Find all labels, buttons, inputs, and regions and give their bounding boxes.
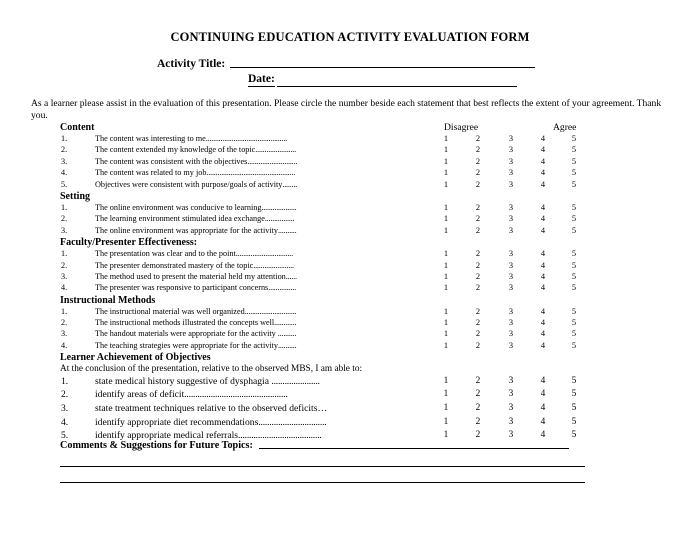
- question-text: identify appropriate diet recommendations: [95, 416, 259, 428]
- rating-option-4[interactable]: 4: [540, 145, 546, 155]
- question-text: The teaching strategies were appropriate for the activity: [95, 340, 278, 350]
- rating-option-1[interactable]: 1: [443, 168, 449, 178]
- question-row: [0, 403, 700, 417]
- scale-high-label: Agree: [553, 122, 577, 133]
- rating-option-2[interactable]: 2: [475, 430, 481, 441]
- rating-option-1[interactable]: 1: [443, 318, 449, 328]
- rating-option-5[interactable]: 5: [571, 340, 577, 350]
- question-text: The method used to present the material held my attention: [95, 271, 286, 281]
- question-number: 2.: [61, 389, 69, 401]
- rating-option-2[interactable]: 2: [475, 179, 481, 189]
- leader-dots: ............................................: [205, 134, 287, 143]
- question-row: [0, 389, 700, 403]
- rating-option-1[interactable]: 1: [443, 145, 449, 155]
- question-number: 4.: [61, 283, 68, 293]
- rating-option-3[interactable]: 3: [508, 271, 514, 281]
- rating-option-5[interactable]: 5: [571, 260, 577, 270]
- rating-option-2[interactable]: 2: [475, 202, 481, 212]
- question-number: 5.: [61, 179, 68, 189]
- rating-option-1[interactable]: 1: [443, 430, 449, 441]
- question-text-wrap: [95, 403, 327, 414]
- question-row: [0, 226, 700, 237]
- scale-header: [0, 122, 700, 134]
- question-number: 4.: [61, 168, 68, 178]
- rating-option-5[interactable]: 5: [571, 225, 577, 235]
- question-number: 4.: [61, 340, 68, 350]
- question-text: The instructional material was well organized: [95, 306, 245, 316]
- rating-option-1[interactable]: 1: [443, 375, 449, 386]
- rating-option-1[interactable]: 1: [443, 416, 449, 427]
- question-text-wrap: [95, 261, 294, 270]
- question-number: 2.: [61, 214, 68, 224]
- rating-option-3[interactable]: 3: [508, 430, 514, 441]
- rating-option-5[interactable]: 5: [571, 145, 577, 155]
- question-text: The content was interesting to me: [95, 134, 206, 143]
- question-text-wrap: [95, 307, 296, 316]
- question-number: 3.: [61, 402, 69, 414]
- question-text-wrap: [95, 226, 297, 235]
- rating-option-5[interactable]: 5: [571, 249, 577, 259]
- rating-option-2[interactable]: 2: [475, 318, 481, 328]
- rating-option-3[interactable]: 3: [508, 202, 514, 212]
- leader-dots: ......................: [271, 375, 320, 387]
- section-note-4: At the conclusion of the presentation, relative to the observed MBS, I am able to:: [60, 364, 363, 375]
- question-text-wrap: [95, 272, 297, 281]
- question-text: The online environment was conducive to learning: [95, 202, 262, 212]
- question-text: The presenter was responsive to participant concerns: [95, 283, 269, 293]
- rating-option-3[interactable]: 3: [508, 260, 514, 270]
- comments-line-3[interactable]: [60, 482, 585, 483]
- question-text: identify areas of deficit: [95, 389, 185, 401]
- rating-option-3[interactable]: 3: [508, 375, 514, 386]
- question-row: [0, 329, 700, 340]
- rating-option-4[interactable]: 4: [540, 225, 546, 235]
- question-text-wrap: [95, 417, 326, 428]
- rating-option-3[interactable]: 3: [508, 249, 514, 259]
- rating-option-5[interactable]: 5: [571, 283, 577, 293]
- question-row: [0, 145, 700, 156]
- leader-dots: ............: [274, 318, 297, 328]
- rating-option-4[interactable]: 4: [540, 214, 546, 224]
- rating-option-4[interactable]: 4: [540, 306, 546, 316]
- activity-title-field-row: [157, 58, 535, 70]
- question-text-wrap: [95, 341, 296, 350]
- rating-option-3[interactable]: 3: [508, 156, 514, 166]
- comments-line-1[interactable]: [259, 448, 569, 449]
- question-number: 2.: [61, 260, 68, 270]
- question-row: [0, 318, 700, 329]
- rating-option-4[interactable]: 4: [540, 340, 546, 350]
- rating-option-1[interactable]: 1: [443, 306, 449, 316]
- rating-option-4[interactable]: 4: [540, 260, 546, 270]
- rating-option-2[interactable]: 2: [475, 375, 481, 386]
- question-text-wrap: [95, 376, 320, 387]
- rating-option-1[interactable]: 1: [443, 225, 449, 235]
- question-number: 3.: [61, 329, 68, 339]
- question-number: 1.: [61, 134, 68, 143]
- question-text-wrap: [95, 249, 293, 258]
- question-text: The handout materials were appropriate for the activity: [95, 329, 278, 339]
- question-number: 2.: [61, 318, 68, 328]
- rating-option-1[interactable]: 1: [443, 260, 449, 270]
- rating-option-4[interactable]: 4: [540, 271, 546, 281]
- rating-option-2[interactable]: 2: [475, 283, 481, 293]
- leader-dots: ...................: [261, 202, 297, 212]
- question-number: 1.: [61, 375, 69, 387]
- question-number: 3.: [61, 271, 68, 281]
- question-text-wrap: [95, 214, 294, 223]
- rating-option-1[interactable]: 1: [443, 329, 449, 339]
- question-number: 4.: [61, 416, 69, 428]
- question-text: The presentation was clear and to the point: [95, 249, 236, 259]
- leader-dots: ................................................: [206, 168, 296, 178]
- rating-option-3[interactable]: 3: [508, 416, 514, 427]
- rating-option-5[interactable]: 5: [571, 271, 577, 281]
- section-heading-1: Setting: [60, 190, 90, 202]
- rating-option-1[interactable]: 1: [443, 134, 449, 143]
- survey-sections: [0, 122, 700, 444]
- question-number: 1.: [61, 202, 68, 212]
- question-row: [0, 283, 700, 294]
- question-number: 3.: [61, 225, 68, 235]
- rating-option-5[interactable]: 5: [571, 318, 577, 328]
- rating-option-3[interactable]: 3: [508, 179, 514, 189]
- rating-option-2[interactable]: 2: [475, 271, 481, 281]
- rating-option-2[interactable]: 2: [475, 225, 481, 235]
- rating-option-4[interactable]: 4: [540, 416, 546, 427]
- rating-option-1[interactable]: 1: [443, 202, 449, 212]
- rating-option-5[interactable]: 5: [571, 134, 577, 143]
- rating-option-4[interactable]: 4: [540, 389, 546, 400]
- rating-option-3[interactable]: 3: [508, 214, 514, 224]
- rating-option-1[interactable]: 1: [443, 179, 449, 189]
- rating-option-1[interactable]: 1: [443, 156, 449, 166]
- question-text-wrap: [95, 180, 297, 189]
- question-text-wrap: [95, 389, 288, 400]
- question-row: [0, 376, 700, 390]
- instructions-paragraph: As a learner please assist in the evaluation of this presentation. Please circle the number beside each statement that best reflects the extent of your agreement. Thank you.: [31, 98, 662, 121]
- question-row: [0, 341, 700, 352]
- leader-dots: ..........: [278, 225, 297, 235]
- rating-option-4[interactable]: 4: [540, 329, 546, 339]
- date-field-row: [248, 73, 517, 87]
- section-heading-0: Content: [60, 122, 95, 133]
- leader-dots: ...........................: [247, 156, 298, 166]
- rating-option-1[interactable]: 1: [443, 389, 449, 400]
- question-text-wrap: [95, 329, 296, 338]
- rating-option-2[interactable]: 2: [475, 214, 481, 224]
- question-number: 3.: [61, 156, 68, 166]
- leader-dots: ......................: [253, 260, 294, 270]
- rating-option-5[interactable]: 5: [571, 389, 577, 400]
- question-row: [0, 261, 700, 272]
- question-text: The online environment was appropriate for the activity: [95, 225, 279, 235]
- section-heading-2: Faculty/Presenter Effectiveness:: [60, 237, 198, 249]
- page-title: CONTINUING EDUCATION ACTIVITY EVALUATION FORM: [170, 30, 530, 44]
- leader-dots: ......: [285, 271, 297, 281]
- rating-option-1[interactable]: 1: [443, 283, 449, 293]
- rating-option-5[interactable]: 5: [571, 156, 577, 166]
- comments-label: Comments & Suggestions for Future Topics:: [60, 440, 253, 451]
- rating-option-5[interactable]: 5: [571, 214, 577, 224]
- rating-option-2[interactable]: 2: [475, 134, 481, 143]
- rating-option-5[interactable]: 5: [571, 329, 577, 339]
- section-heading-3: Instructional Methods: [60, 294, 156, 306]
- rating-option-2[interactable]: 2: [475, 416, 481, 427]
- rating-option-3[interactable]: 3: [508, 389, 514, 400]
- rating-option-1[interactable]: 1: [443, 340, 449, 350]
- rating-option-3[interactable]: 3: [508, 225, 514, 235]
- rating-option-3[interactable]: 3: [508, 318, 514, 328]
- question-text: The instructional methods illustrated the concepts well: [95, 318, 275, 328]
- question-text-wrap: [95, 203, 297, 212]
- question-text-wrap: [95, 283, 296, 292]
- date-input-rule[interactable]: [277, 86, 517, 87]
- comments-header-row: [60, 437, 700, 451]
- question-row: [0, 249, 700, 260]
- question-row: [0, 134, 700, 145]
- question-row: [0, 203, 700, 214]
- leader-dots: ........: [282, 179, 298, 189]
- question-text: The presenter demonstrated mastery of the topic: [95, 260, 254, 270]
- rating-option-2[interactable]: 2: [475, 389, 481, 400]
- rating-option-2[interactable]: 2: [475, 156, 481, 166]
- leader-dots: ..........: [277, 329, 297, 339]
- rating-option-1[interactable]: 1: [443, 271, 449, 281]
- question-number: 1.: [61, 249, 68, 259]
- scale-low-label: Disagree: [444, 122, 479, 133]
- section-heading-4: Learner Achievement of Objectives: [60, 352, 211, 364]
- rating-option-5[interactable]: 5: [571, 375, 577, 386]
- rating-option-3[interactable]: 3: [508, 340, 514, 350]
- rating-option-3[interactable]: 3: [508, 306, 514, 316]
- rating-option-3[interactable]: 3: [508, 329, 514, 339]
- question-row: [0, 168, 700, 179]
- leader-dots: ...............................: [258, 416, 327, 428]
- rating-option-4[interactable]: 4: [540, 168, 546, 178]
- question-number: 1.: [61, 306, 68, 316]
- question-text-wrap: [95, 318, 296, 327]
- question-row: [0, 214, 700, 225]
- question-text-wrap: [95, 168, 295, 177]
- leader-dots: ............................: [244, 306, 297, 316]
- activity-title-label: Activity Title:: [157, 58, 226, 70]
- rating-option-5[interactable]: 5: [571, 179, 577, 189]
- question-text: identify appropriate medical referrals: [95, 430, 239, 442]
- rating-option-3[interactable]: 3: [508, 402, 514, 413]
- rating-option-1[interactable]: 1: [443, 249, 449, 259]
- question-text: state treatment techniques relative to the observed deficits: [95, 402, 318, 414]
- rating-option-5[interactable]: 5: [571, 168, 577, 178]
- question-text: The content was consistent with the objectives: [95, 156, 248, 166]
- rating-option-3[interactable]: 3: [508, 145, 514, 155]
- rating-option-2[interactable]: 2: [475, 402, 481, 413]
- rating-option-2[interactable]: 2: [475, 260, 481, 270]
- rating-option-4[interactable]: 4: [540, 430, 546, 441]
- question-number: 2.: [61, 145, 68, 155]
- question-text: The learning environment stimulated idea exchange: [95, 214, 265, 224]
- rating-option-4[interactable]: 4: [540, 402, 546, 413]
- question-text-wrap: [95, 134, 287, 143]
- rating-option-5[interactable]: 5: [571, 402, 577, 413]
- question-text-wrap: [95, 145, 296, 154]
- rating-option-5[interactable]: 5: [571, 202, 577, 212]
- rating-option-2[interactable]: 2: [475, 306, 481, 316]
- question-text: Objectives were consistent with purpose/goals of activity: [95, 179, 283, 189]
- leader-dots: …: [317, 402, 327, 414]
- rating-option-2[interactable]: 2: [475, 168, 481, 178]
- question-text-wrap: [95, 157, 297, 166]
- question-row: [0, 157, 700, 168]
- rating-option-4[interactable]: 4: [540, 375, 546, 386]
- leader-dots: ...............................................: [184, 389, 288, 401]
- rating-option-4[interactable]: 4: [540, 202, 546, 212]
- question-row: [0, 272, 700, 283]
- leader-dots: ...............................: [235, 249, 293, 259]
- date-label: Date:: [248, 73, 275, 85]
- rating-option-4[interactable]: 4: [540, 283, 546, 293]
- rating-option-3[interactable]: 3: [508, 283, 514, 293]
- comments-line-2[interactable]: [60, 466, 585, 467]
- rating-option-4[interactable]: 4: [540, 318, 546, 328]
- rating-option-4[interactable]: 4: [540, 179, 546, 189]
- rating-option-2[interactable]: 2: [475, 340, 481, 350]
- rating-option-3[interactable]: 3: [508, 134, 514, 143]
- rating-option-2[interactable]: 2: [475, 329, 481, 339]
- leader-dots: ..........: [278, 340, 297, 350]
- rating-option-5[interactable]: 5: [571, 306, 577, 316]
- question-text: state medical history suggestive of dysphagia: [95, 375, 272, 387]
- rating-option-1[interactable]: 1: [443, 214, 449, 224]
- question-text: The content was related to my job: [95, 168, 207, 178]
- comments-section: [0, 437, 700, 483]
- leader-dots: ................: [264, 214, 295, 224]
- activity-title-input-rule[interactable]: [230, 67, 535, 68]
- rating-option-4[interactable]: 4: [540, 134, 546, 143]
- leader-dots: ......................: [255, 145, 296, 155]
- rating-option-1[interactable]: 1: [443, 402, 449, 413]
- question-text: The content extended my knowledge of the topic: [95, 145, 256, 155]
- rating-option-2[interactable]: 2: [475, 249, 481, 259]
- question-row: [0, 307, 700, 318]
- rating-option-2[interactable]: 2: [475, 145, 481, 155]
- rating-option-5[interactable]: 5: [571, 430, 577, 441]
- question-row: [0, 417, 700, 431]
- rating-option-4[interactable]: 4: [540, 156, 546, 166]
- leader-dots: ...............: [268, 283, 296, 293]
- question-number: 5.: [61, 430, 69, 442]
- leader-dots: ......................................: [238, 430, 322, 442]
- rating-option-4[interactable]: 4: [540, 249, 546, 259]
- rating-option-3[interactable]: 3: [508, 168, 514, 178]
- rating-option-5[interactable]: 5: [571, 416, 577, 427]
- question-row: [0, 180, 700, 191]
